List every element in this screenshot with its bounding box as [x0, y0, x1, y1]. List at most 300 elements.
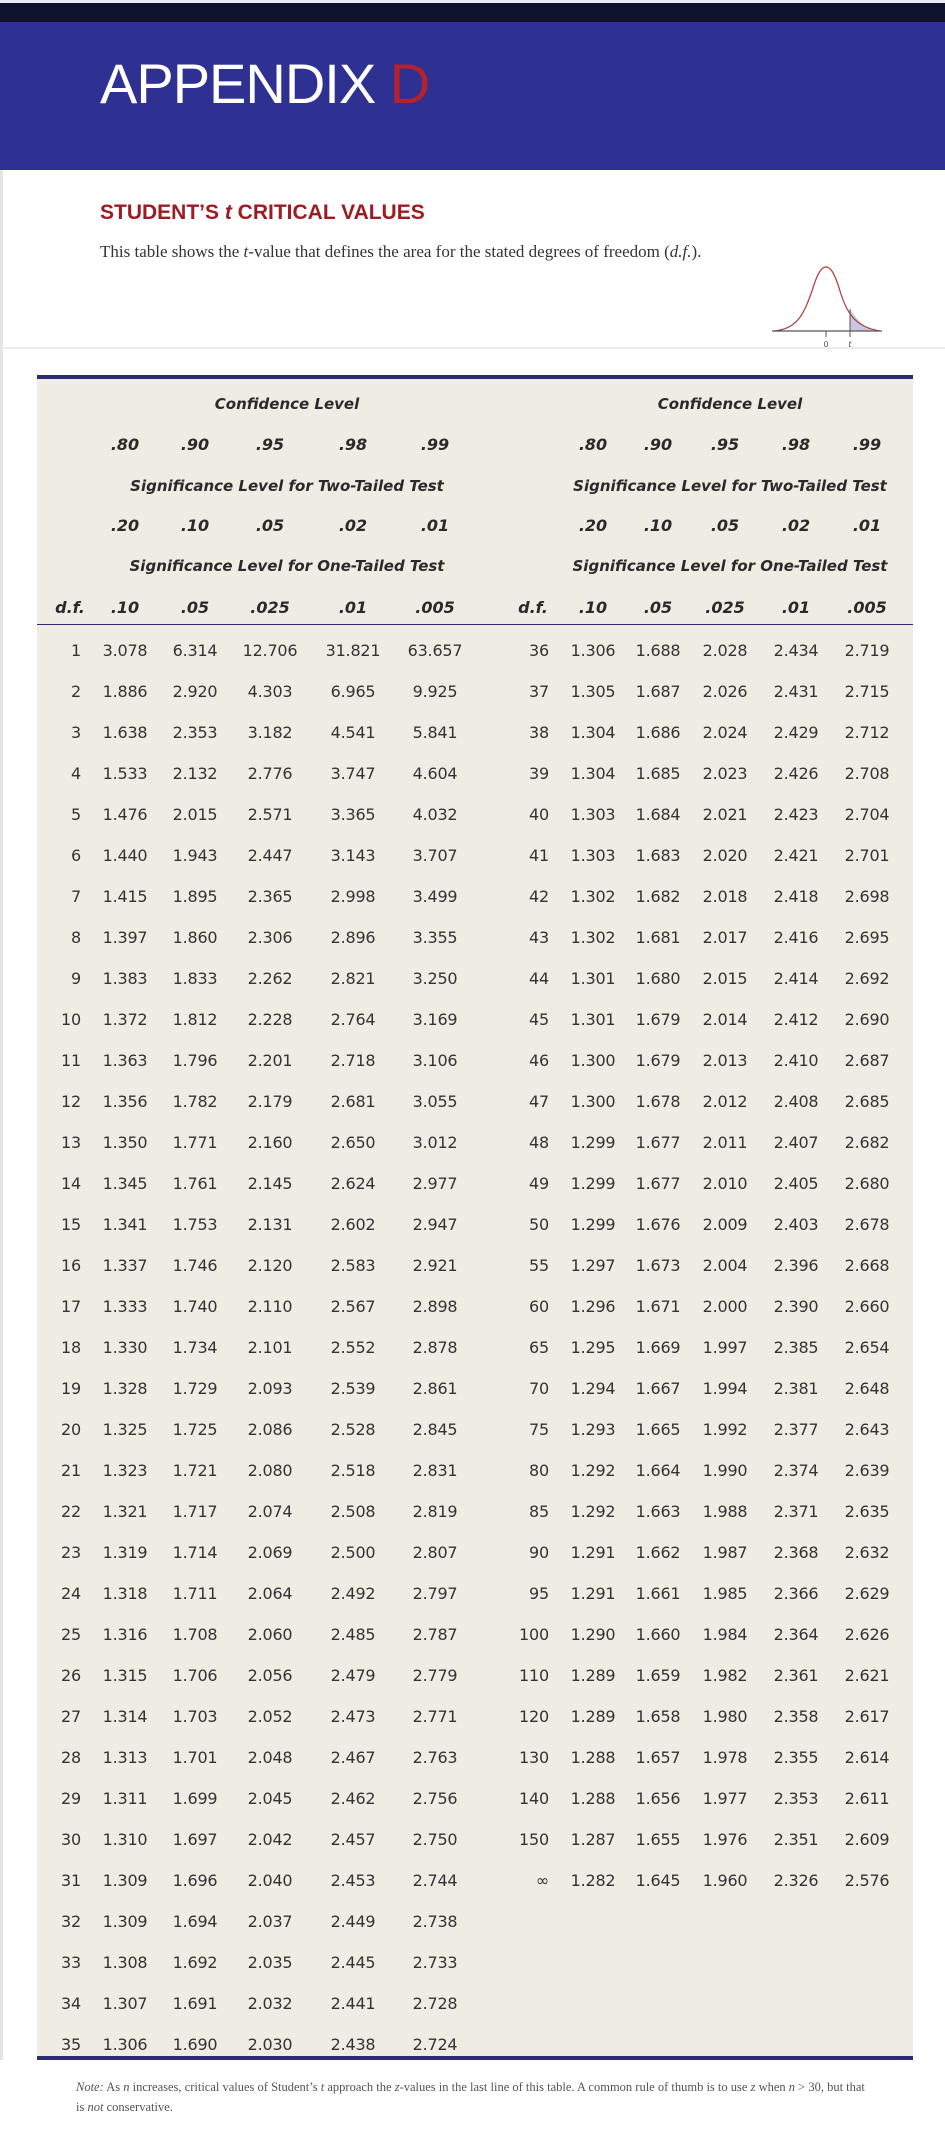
critical-value-cell: 2.018	[702, 887, 748, 906]
critical-value-cell: 2.668	[844, 1256, 890, 1275]
critical-value-cell: 1.289	[570, 1707, 616, 1726]
right-df-header: d.f.	[518, 598, 548, 617]
critical-value-cell: 2.074	[247, 1502, 293, 1521]
critical-value-cell: 1.725	[172, 1420, 218, 1439]
critical-value-cell: 2.228	[247, 1010, 293, 1029]
critical-value-cell: 2.617	[844, 1707, 890, 1726]
critical-value-cell: 2.660	[844, 1297, 890, 1316]
note-text: when	[755, 2080, 789, 2094]
critical-value-cell: 1.687	[635, 682, 681, 701]
left-confidence-level-header: .95	[255, 435, 285, 454]
df-cell: 27	[61, 1707, 81, 1726]
critical-value-cell: 2.682	[844, 1133, 890, 1152]
critical-value-cell: 2.845	[412, 1420, 458, 1439]
critical-value-cell: 2.921	[412, 1256, 458, 1275]
critical-value-cell: 1.300	[570, 1092, 616, 1111]
right-two-tailed-level-header: .02	[781, 516, 811, 535]
critical-value-cell: 2.403	[773, 1215, 819, 1234]
critical-value-cell: 1.699	[172, 1789, 218, 1808]
critical-value-cell: 2.479	[330, 1666, 376, 1685]
critical-value-cell: 1.746	[172, 1256, 218, 1275]
critical-value-cell: 2.920	[172, 682, 218, 701]
note-label: Note:	[76, 2080, 104, 2094]
critical-value-cell: 1.681	[635, 928, 681, 947]
df-cell: 43	[529, 928, 549, 947]
left-one-tailed-level-header: .05	[180, 598, 210, 617]
critical-value-cell: 31.821	[325, 641, 381, 660]
critical-value-cell: 2.361	[773, 1666, 819, 1685]
note-text: -values in the last line of this table. A common rule of thumb is to use	[399, 2080, 751, 2094]
critical-value-cell: 1.782	[172, 1092, 218, 1111]
left-confidence-level-header: .98	[338, 435, 368, 454]
critical-value-cell: 1.290	[570, 1625, 616, 1644]
critical-value-cell: 2.681	[330, 1092, 376, 1111]
critical-value-cell: 2.776	[247, 764, 293, 783]
critical-value-cell: 2.998	[330, 887, 376, 906]
critical-value-cell: 1.694	[172, 1912, 218, 1931]
critical-value-cell: 1.315	[102, 1666, 148, 1685]
critical-value-cell: 1.997	[702, 1338, 748, 1357]
critical-value-cell: 1.300	[570, 1051, 616, 1070]
critical-value-cell: 9.925	[412, 682, 458, 701]
critical-value-cell: 2.429	[773, 723, 819, 742]
critical-value-cell: 1.333	[102, 1297, 148, 1316]
critical-value-cell: 2.763	[412, 1748, 458, 1767]
critical-value-cell: 1.299	[570, 1174, 616, 1193]
df-cell: 110	[519, 1666, 549, 1685]
critical-value-cell: 1.301	[570, 1010, 616, 1029]
critical-value-cell: 1.295	[570, 1338, 616, 1357]
critical-value-cell: 1.318	[102, 1584, 148, 1603]
critical-value-cell: 1.685	[635, 764, 681, 783]
critical-value-cell: 2.453	[330, 1871, 376, 1890]
left-confidence-level-header: .99	[420, 435, 450, 454]
critical-value-cell: 1.812	[172, 1010, 218, 1029]
critical-value-cell: 3.078	[102, 641, 148, 660]
critical-value-cell: 1.356	[102, 1092, 148, 1111]
critical-value-cell: 2.878	[412, 1338, 458, 1357]
critical-value-cell: 2.037	[247, 1912, 293, 1931]
critical-value-cell: 2.426	[773, 764, 819, 783]
section-title	[100, 201, 425, 225]
critical-value-cell: 1.684	[635, 805, 681, 824]
curve-label-zero: 0	[823, 340, 829, 349]
critical-value-cell: 2.160	[247, 1133, 293, 1152]
critical-value-cell: 1.761	[172, 1174, 218, 1193]
critical-value-cell: 1.316	[102, 1625, 148, 1644]
critical-value-cell: 2.467	[330, 1748, 376, 1767]
critical-value-cell: 2.020	[702, 846, 748, 865]
critical-value-cell: 2.728	[412, 1994, 458, 2013]
df-cell: 90	[529, 1543, 549, 1562]
df-cell: 15	[61, 1215, 81, 1234]
right-two-tailed-label: Significance Level for Two-Tailed Test	[573, 477, 887, 495]
critical-value-cell: 1.686	[635, 723, 681, 742]
critical-value-cell: 2.262	[247, 969, 293, 988]
df-cell: 140	[519, 1789, 549, 1808]
critical-value-cell: 1.688	[635, 641, 681, 660]
critical-value-cell: 2.712	[844, 723, 890, 742]
critical-value-cell: 1.306	[102, 2035, 148, 2054]
critical-value-cell: 2.064	[247, 1584, 293, 1603]
note-not: not	[87, 2100, 104, 2114]
critical-value-cell: 2.708	[844, 764, 890, 783]
critical-value-cell: 2.518	[330, 1461, 376, 1480]
critical-value-cell: 2.418	[773, 887, 819, 906]
critical-value-cell: 1.660	[635, 1625, 681, 1644]
critical-value-cell: 1.397	[102, 928, 148, 947]
df-cell: 55	[529, 1256, 549, 1275]
critical-value-cell: 2.431	[773, 682, 819, 701]
critical-value-cell: 1.310	[102, 1830, 148, 1849]
critical-value-cell: 2.704	[844, 805, 890, 824]
curve-label-t: t	[848, 340, 852, 349]
critical-value-cell: 2.110	[247, 1297, 293, 1316]
critical-value-cell: 2.030	[247, 2035, 293, 2054]
critical-value-cell: 2.807	[412, 1543, 458, 1562]
note-n: n	[123, 2080, 130, 2094]
df-cell: 47	[529, 1092, 549, 1111]
critical-value-cell: 2.024	[702, 723, 748, 742]
dark-top-bar	[0, 3, 945, 22]
critical-value-cell: 1.729	[172, 1379, 218, 1398]
critical-value-cell: 3.365	[330, 805, 376, 824]
critical-value-cell: 2.771	[412, 1707, 458, 1726]
df-cell: 70	[529, 1379, 549, 1398]
critical-value-cell: 1.533	[102, 764, 148, 783]
note-text: As	[103, 2080, 124, 2094]
critical-value-cell: 2.023	[702, 764, 748, 783]
critical-value-cell: 3.250	[412, 969, 458, 988]
df-cell: 31	[61, 1871, 81, 1890]
critical-value-cell: 1.943	[172, 846, 218, 865]
critical-value-cell: 1.682	[635, 887, 681, 906]
critical-value-cell: 1.476	[102, 805, 148, 824]
right-one-tailed-level-header: .005	[847, 598, 887, 617]
critical-value-cell: 2.821	[330, 969, 376, 988]
left-confidence-level-header: .90	[180, 435, 210, 454]
description-pre: This table shows the	[100, 242, 244, 261]
df-cell: 22	[61, 1502, 81, 1521]
critical-value-cell: 2.602	[330, 1215, 376, 1234]
critical-value-cell: 1.302	[570, 928, 616, 947]
description-mid: -value that defines the area for the stated degrees of freedom (	[248, 242, 670, 261]
critical-value-cell: 2.457	[330, 1830, 376, 1849]
critical-value-cell: 2.032	[247, 1994, 293, 2013]
critical-value-cell: 1.697	[172, 1830, 218, 1849]
df-cell: 49	[529, 1174, 549, 1193]
critical-value-cell: 2.086	[247, 1420, 293, 1439]
critical-value-cell: 1.325	[102, 1420, 148, 1439]
critical-value-cell: 1.383	[102, 969, 148, 988]
critical-value-cell: 2.861	[412, 1379, 458, 1398]
critical-value-cell: 2.015	[172, 805, 218, 824]
critical-value-cell: 2.977	[412, 1174, 458, 1193]
critical-value-cell: 2.365	[247, 887, 293, 906]
critical-value-cell: 2.377	[773, 1420, 819, 1439]
df-cell: 13	[61, 1133, 81, 1152]
critical-value-cell: 1.988	[702, 1502, 748, 1521]
df-cell: 3	[71, 723, 81, 742]
critical-value-cell: 2.423	[773, 805, 819, 824]
critical-value-cell: 2.724	[412, 2035, 458, 2054]
right-confidence-label: Confidence Level	[657, 395, 803, 413]
critical-value-cell: 2.048	[247, 1748, 293, 1767]
df-cell: 45	[529, 1010, 549, 1029]
critical-value-cell: 2.014	[702, 1010, 748, 1029]
df-cell: 32	[61, 1912, 81, 1931]
critical-value-cell: 2.355	[773, 1748, 819, 1767]
critical-value-cell: 2.093	[247, 1379, 293, 1398]
critical-value-cell: 2.738	[412, 1912, 458, 1931]
df-cell: 39	[529, 764, 549, 783]
critical-value-cell: 1.711	[172, 1584, 218, 1603]
critical-value-cell: 5.841	[412, 723, 458, 742]
critical-value-cell: 2.831	[412, 1461, 458, 1480]
left-one-tailed-label: Significance Level for One-Tailed Test	[129, 557, 445, 575]
critical-value-cell: 2.447	[247, 846, 293, 865]
df-cell: 14	[61, 1174, 81, 1193]
critical-value-cell: 1.307	[102, 1994, 148, 2013]
critical-value-cell: 1.680	[635, 969, 681, 988]
header-divider	[37, 624, 913, 625]
df-cell: 2	[71, 682, 81, 701]
critical-value-cell: 2.011	[702, 1133, 748, 1152]
critical-value-cell: 2.366	[773, 1584, 819, 1603]
critical-value-cell: 2.040	[247, 1871, 293, 1890]
critical-value-cell: 2.045	[247, 1789, 293, 1808]
critical-value-cell: 4.604	[412, 764, 458, 783]
critical-value-cell: 1.676	[635, 1215, 681, 1234]
critical-value-cell: 2.733	[412, 1953, 458, 1972]
critical-value-cell: 1.980	[702, 1707, 748, 1726]
critical-value-cell: 1.992	[702, 1420, 748, 1439]
critical-value-cell: 1.960	[702, 1871, 748, 1890]
critical-value-cell: 1.287	[570, 1830, 616, 1849]
critical-value-cell: 1.708	[172, 1625, 218, 1644]
critical-value-cell: 1.299	[570, 1215, 616, 1234]
df-cell: 36	[529, 641, 549, 660]
critical-value-cell: 1.714	[172, 1543, 218, 1562]
critical-value-cell: 2.179	[247, 1092, 293, 1111]
critical-value-cell: 1.309	[102, 1871, 148, 1890]
critical-value-cell: 1.321	[102, 1502, 148, 1521]
critical-value-cell: 2.539	[330, 1379, 376, 1398]
critical-value-cell: 1.677	[635, 1133, 681, 1152]
critical-value-cell: 1.665	[635, 1420, 681, 1439]
df-cell: 21	[61, 1461, 81, 1480]
df-cell: 41	[529, 846, 549, 865]
critical-value-cell: 3.169	[412, 1010, 458, 1029]
critical-value-cell: 1.330	[102, 1338, 148, 1357]
left-confidence-label: Confidence Level	[214, 395, 360, 413]
critical-value-cell: 1.696	[172, 1871, 218, 1890]
right-confidence-level-header: .99	[852, 435, 882, 454]
df-cell: 35	[61, 2035, 81, 2054]
critical-value-cell: 1.753	[172, 1215, 218, 1234]
critical-value-cell: 1.895	[172, 887, 218, 906]
critical-value-cell: 2.650	[330, 1133, 376, 1152]
df-cell: 46	[529, 1051, 549, 1070]
critical-value-cell: 1.292	[570, 1461, 616, 1480]
critical-value-cell: 2.368	[773, 1543, 819, 1562]
critical-value-cell: 2.750	[412, 1830, 458, 1849]
critical-value-cell: 2.621	[844, 1666, 890, 1685]
critical-value-cell: 2.611	[844, 1789, 890, 1808]
critical-value-cell: 2.896	[330, 928, 376, 947]
df-cell: 38	[529, 723, 549, 742]
critical-value-cell: 2.462	[330, 1789, 376, 1808]
critical-value-cell: 1.305	[570, 682, 616, 701]
critical-value-cell: 2.028	[702, 641, 748, 660]
critical-value-cell: 1.662	[635, 1543, 681, 1562]
critical-value-cell: 3.747	[330, 764, 376, 783]
critical-value-cell: 2.351	[773, 1830, 819, 1849]
critical-value-cell: 1.678	[635, 1092, 681, 1111]
critical-value-cell: 2.719	[844, 641, 890, 660]
critical-value-cell: 2.353	[172, 723, 218, 742]
critical-value-cell: 2.010	[702, 1174, 748, 1193]
critical-value-cell: 3.707	[412, 846, 458, 865]
left-two-tailed-level-header: .05	[255, 516, 285, 535]
note-text: > 30, but that is	[76, 2080, 865, 2114]
critical-value-cell: 3.355	[412, 928, 458, 947]
critical-value-cell: 1.306	[570, 641, 616, 660]
df-cell: 28	[61, 1748, 81, 1767]
note-n: n	[788, 2080, 796, 2094]
critical-value-cell: 2.056	[247, 1666, 293, 1685]
df-cell: 4	[71, 764, 81, 783]
appendix-title-letter: D	[389, 52, 430, 115]
critical-value-cell: 2.441	[330, 1994, 376, 2013]
left-one-tailed-level-header: .10	[110, 598, 140, 617]
critical-value-cell: 1.655	[635, 1830, 681, 1849]
critical-value-cell: 1.677	[635, 1174, 681, 1193]
right-one-tailed-level-header: .05	[643, 598, 673, 617]
critical-value-cell: 2.698	[844, 887, 890, 906]
df-cell: 25	[61, 1625, 81, 1644]
critical-value-cell: 2.080	[247, 1461, 293, 1480]
df-cell: 17	[61, 1297, 81, 1316]
critical-value-cell: 2.052	[247, 1707, 293, 1726]
left-two-tailed-label: Significance Level for Two-Tailed Test	[130, 477, 444, 495]
critical-value-cell: 63.657	[407, 641, 463, 660]
critical-value-cell: 1.796	[172, 1051, 218, 1070]
critical-value-cell: 2.131	[247, 1215, 293, 1234]
appendix-title	[100, 52, 429, 116]
critical-value-cell: 1.323	[102, 1461, 148, 1480]
critical-value-cell: 2.485	[330, 1625, 376, 1644]
critical-value-cell: 1.291	[570, 1543, 616, 1562]
critical-value-cell: 1.301	[570, 969, 616, 988]
df-cell: 10	[61, 1010, 81, 1029]
left-two-tailed-level-header: .02	[338, 516, 368, 535]
t-distribution-curve-icon	[768, 263, 888, 349]
critical-value-cell: 1.296	[570, 1297, 616, 1316]
critical-value-cell: 2.473	[330, 1707, 376, 1726]
critical-value-cell: 3.182	[247, 723, 293, 742]
critical-value-cell: 2.614	[844, 1748, 890, 1767]
df-cell: 42	[529, 887, 549, 906]
left-one-tailed-level-header: .025	[250, 598, 290, 617]
critical-value-cell: 2.492	[330, 1584, 376, 1603]
critical-value-cell: 1.976	[702, 1830, 748, 1849]
df-cell: 65	[529, 1338, 549, 1357]
critical-value-cell: 2.680	[844, 1174, 890, 1193]
df-cell: 6	[71, 846, 81, 865]
df-cell: 16	[61, 1256, 81, 1275]
critical-value-cell: 4.032	[412, 805, 458, 824]
df-cell: 11	[61, 1051, 81, 1070]
critical-value-cell: 2.654	[844, 1338, 890, 1357]
table-footnote	[76, 2077, 866, 2117]
df-cell: 23	[61, 1543, 81, 1562]
critical-value-cell: 1.291	[570, 1584, 616, 1603]
critical-value-cell: 2.626	[844, 1625, 890, 1644]
critical-value-cell: 1.313	[102, 1748, 148, 1767]
critical-value-cell: 1.833	[172, 969, 218, 988]
critical-value-cell: 1.656	[635, 1789, 681, 1808]
critical-value-cell: 1.659	[635, 1666, 681, 1685]
critical-value-cell: 2.438	[330, 2035, 376, 2054]
critical-value-cell: 2.201	[247, 1051, 293, 1070]
critical-value-cell: 12.706	[242, 641, 298, 660]
critical-value-cell: 4.541	[330, 723, 376, 742]
critical-value-cell: 2.000	[702, 1297, 748, 1316]
critical-value-cell: 1.304	[570, 764, 616, 783]
critical-value-cell: 1.415	[102, 887, 148, 906]
df-cell: 33	[61, 1953, 81, 1972]
critical-value-cell: 1.289	[570, 1666, 616, 1685]
note-text: increases, critical values of Student’s	[129, 2080, 321, 2094]
critical-value-cell: 2.408	[773, 1092, 819, 1111]
critical-value-cell: 2.744	[412, 1871, 458, 1890]
critical-value-cell: 1.703	[172, 1707, 218, 1726]
critical-value-cell: 2.371	[773, 1502, 819, 1521]
critical-value-cell: 2.756	[412, 1789, 458, 1808]
t-critical-values-table	[37, 375, 913, 2060]
critical-value-cell: 1.982	[702, 1666, 748, 1685]
df-cell: 8	[71, 928, 81, 947]
critical-value-cell: 2.026	[702, 682, 748, 701]
left-two-tailed-level-header: .20	[110, 516, 140, 535]
critical-value-cell: 3.055	[412, 1092, 458, 1111]
critical-value-cell: 1.717	[172, 1502, 218, 1521]
critical-value-cell: 1.293	[570, 1420, 616, 1439]
critical-value-cell: 1.771	[172, 1133, 218, 1152]
critical-value-cell: 2.624	[330, 1174, 376, 1193]
critical-value-cell: 2.009	[702, 1215, 748, 1234]
critical-value-cell: 1.679	[635, 1051, 681, 1070]
critical-value-cell: 2.101	[247, 1338, 293, 1357]
df-cell: 60	[529, 1297, 549, 1316]
critical-value-cell: 2.449	[330, 1912, 376, 1931]
section-title-t: t	[224, 201, 232, 224]
description-post: ).	[691, 242, 702, 261]
critical-value-cell: 2.635	[844, 1502, 890, 1521]
critical-value-cell: 1.664	[635, 1461, 681, 1480]
df-cell: 40	[529, 805, 549, 824]
appendix-title-word: APPENDIX	[100, 52, 376, 115]
critical-value-cell: 2.396	[773, 1256, 819, 1275]
critical-value-cell: 1.440	[102, 846, 148, 865]
df-cell: 12	[61, 1092, 81, 1111]
critical-value-cell: 6.965	[330, 682, 376, 701]
critical-value-cell: 1.667	[635, 1379, 681, 1398]
critical-value-cell: 1.984	[702, 1625, 748, 1644]
df-cell: 95	[529, 1584, 549, 1603]
critical-value-cell: 1.372	[102, 1010, 148, 1029]
